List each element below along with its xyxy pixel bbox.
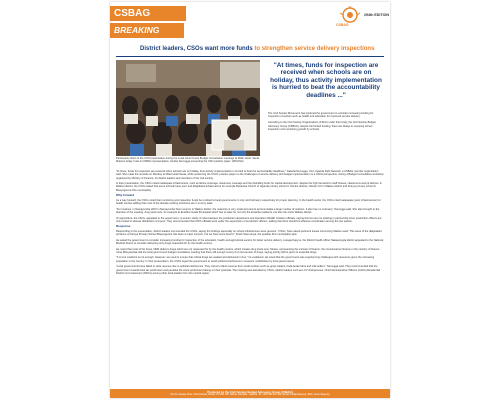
body-paragraph: "Local governments have failed to raise revenue due to political interference. They cannot collect revenue from small vendors such as gonjo traders, boda boda riders and milk sellers," Nemugga said. They recommended that the government rewards best tax performers and penalise the worst performers basing on their potential. The meeting was attended by CSOs, district leaders such as LCV chairpersons, Chief Administrative Officers (CAOs) Residential District Commissioners (RDCs) among other local leaders from the central region.	[116, 265, 381, 275]
article-body	[116, 170, 384, 277]
intro-paragraph: The Civil Society Movement has implored the government to consider increasing funding for inspection of sectors such as health and education for improved service delivery.	[268, 112, 374, 119]
pull-quote: "At times, funds for inspection are received when schools are on holiday, thus activity implementation is hurried to beat the accountability deadlines ..."	[270, 62, 382, 99]
intro-column	[268, 112, 384, 134]
headline-divider	[116, 56, 384, 57]
subheading-response: Response	[116, 224, 131, 229]
subheading-way-forward: Why forward	[116, 193, 135, 198]
article-headline	[140, 46, 380, 52]
body-paragraph: "It is true medicine is not enough. However, we need to ensure that critical drugs are availed and delivered in time," he explained. He noted that the government was experiencing challenges with resources given the increasing population in the country. In their presentation, the CSOs urged the government to avoid political interference in resource mobilization by local governments.	[116, 256, 375, 263]
footer-contact: Plot 11 Lutaaya Drive, Kimera Road, Ntinda, P.O Box 660, Ntinda, Kampala - Uganda. Tel: +256 393 224 333 | Email: info@csbag.org | Web: www.csbag.org	[170, 393, 330, 396]
csbag-logo-icon	[339, 6, 361, 24]
breaking-news-banner: BREAKING NEWS	[110, 23, 184, 38]
meeting-photo	[116, 60, 260, 156]
headline-part-2: to strengthen service delivery inspections	[254, 46, 375, 52]
headline-part-1: District leaders, CSOs want more funds	[140, 46, 253, 52]
body-paragraph: He noted that most of the times, NMS delivers drugs which are not requested for by the health centres, which creates drug stock-outs. Moses, representing the minister of finance, the commissioner finance in the ministry of finance Umar Mbuyambaa told the local government budget consultative meeting that there will enough money for procurement of drugs, saying priority will be given to essential drugs.	[116, 247, 380, 254]
footer-bar	[110, 389, 390, 398]
lead-paragraph: "At times, funds for inspection are received when schools are on holiday, thus activity implementation is hurried to beat the accountability deadlines," Isabella Nemugga, from Uganda Debt Network, a CSBAG member organization said. She made the remarks on Monday at Rider Hotel Seeta, while presenting the CSOs' position paper on the challenges of service delivery and budget implementation to a CSOs perspective, during a Budget Consultative workshop organized by Ministry of Finance, for district leaders and members of the civil society.	[116, 170, 384, 180]
body-paragraph: "For instance, in Namayumba HCIII in Namayumba Town council, in Wakiso district, the maternity is very small and cannot accommodate a large number of mothers. It also has no mortuary," Nemugga said. She also brought to the attention of the meeting, drug stock outs, for example at Entebbe Grade B Hospital which has to cater for not only the Entebbe residents, but also the entire Wakiso district.	[116, 207, 380, 215]
logo-wordmark: CSBAG	[336, 23, 349, 27]
newsletter-page	[110, 2, 390, 398]
body-paragraph: In their presentation, the CSOs noted inadequate infrastructure, such as latrine coverage, classroom coverage and the dwindling funds for capital development, despite the high demand for staff houses, classrooms and pit latrines. In Wakiso district, the CSOs stated that some schools have poor and dilapidated infrastructure for example Busamba Church of Uganda primary school in Gombe division, Nkedo C/U in Wakiso district and Kirinya primary school in Bweyogerere Kira municipality.	[116, 182, 382, 192]
edition-number: 294th EDITION	[364, 13, 389, 17]
photo-caption: Participants listen to the CSO presentation during the Local Government Budget Consultative meetings at Rider Hotel, Seeta. Mukono today. Inset is CSBAG representative, Ainebe Nemugga presenting the CSO position paper. (MOLINA)	[116, 157, 260, 164]
body-paragraph: Responding to the presentation, district leaders commended the CSOs, saying the findings especially on school infrastructure were genuine. "CSOs, have raised pertinent issues concerning Wakiso ward. This issue of the dilapidated pit latrine at Kirinya Primary School Bweyogerere has been a major concern, but we have since fixed it," Frank Ssemutuya, the speaker Kira municipality said.	[116, 230, 382, 237]
footer-credit: Produced by the Civil Society Budget Advocacy Group (CSBAG)	[207, 390, 293, 394]
body-paragraph: On agriculture, the CSOs, appealed to the government, to ensure clarity of roles between the production department and Operation Wealth Creation officials, saying this two are not working in partnership since production officers are only invited to witness distribution of inputs. They recommended that OWC officials work under the supervision of production officers, adding that there should be effective coordination among the two parties.	[116, 216, 382, 223]
body-paragraph: As a way forward, the CSOs noted that monitoring and inspection funds be remitted to local governments in July and February respectively for proper planning. In the health sector, the CSOs cited inadequate (poor infrastructure) for health centres adding that most of the already existing structures are in a sorry state.	[116, 198, 381, 206]
intro-paragraph: According to the Civil Society Organizations (CSOs) under their body, the Civil Society Budget Advocacy Group (CSBAG), despite the limited funding, there are delays in receiving school inspection and monitoring growth by schools.	[268, 121, 376, 132]
brand-banner: CSBAG	[110, 6, 186, 21]
body-paragraph: He asked the government to consider increasing funding for inspection of the education, health and agricultural sectors for better service delivery. Lukaga Kapyus, the District health officer Nakasongola district appealed to the National Medical Stores to consider delivering only drugs requested for by the health centres.	[116, 238, 384, 246]
